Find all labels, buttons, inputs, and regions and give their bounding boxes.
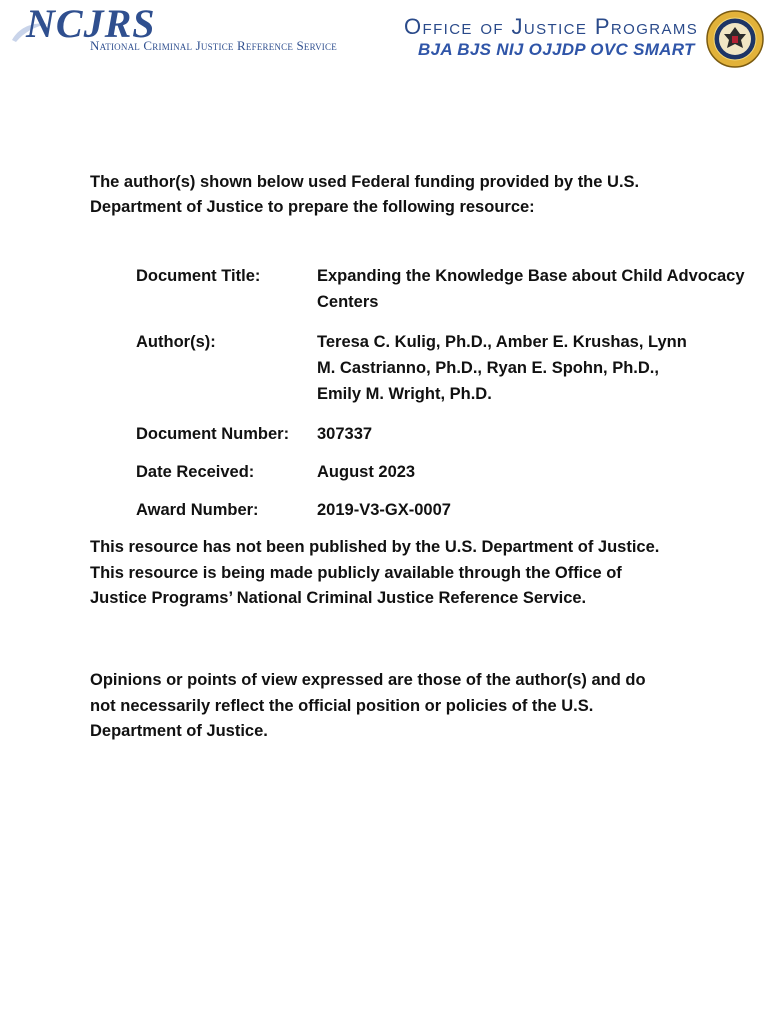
date-received-label: Date Received: <box>136 463 255 481</box>
date-received-row <box>136 459 770 485</box>
award-number-row <box>136 497 770 523</box>
award-number-value: 2019-V3-GX-0007 <box>317 501 451 519</box>
ncjrs-subtitle: National Criminal Justice Reference Service <box>90 38 337 53</box>
ncjrs-logo <box>10 1 360 54</box>
award-number-label: Award Number: <box>136 501 259 519</box>
publication-disclaimer: This resource has not been published by the U.S. Department of Justice. This resource is being made publicly available through the Office of Justice Programs’ National Criminal Justice Reference Service. <box>90 538 660 607</box>
document-title-row <box>136 263 770 317</box>
document-number-row <box>136 421 770 447</box>
doj-seal-icon <box>706 10 764 68</box>
intro-statement: The author(s) shown below used Federal funding provided by the U.S. Department of Justice to prepare the following resource: <box>90 173 640 216</box>
authors-label: Author(s): <box>136 333 216 351</box>
ojp-logo <box>404 12 704 64</box>
opinions-disclaimer: Opinions or points of view expressed are those of the author(s) and do not necessarily reflect the official position or policies of the U.S. Department of Justice. <box>90 671 646 740</box>
document-number-label: Document Number: <box>136 425 290 443</box>
document-number-value: 307337 <box>317 425 373 443</box>
ojp-title: Office of Justice Programs <box>404 14 699 39</box>
date-received-value: August 2023 <box>317 463 416 481</box>
authors-row <box>136 329 770 409</box>
ojp-bureaus: BJA BJS NIJ OJJDP OVC SMART <box>418 40 695 59</box>
ncjrs-wordmark: NCJRS <box>26 1 156 46</box>
document-title-value: Expanding the Knowledge Base about Child Advocacy Centers <box>317 267 745 311</box>
authors-value: Teresa C. Kulig, Ph.D., Amber E. Krushas, Lynn M. Castrianno, Ph.D., Ryan E. Spohn, Ph.D., Emily M. Wright, Ph.D. <box>317 333 687 403</box>
document-title-label: Document Title: <box>136 267 261 285</box>
